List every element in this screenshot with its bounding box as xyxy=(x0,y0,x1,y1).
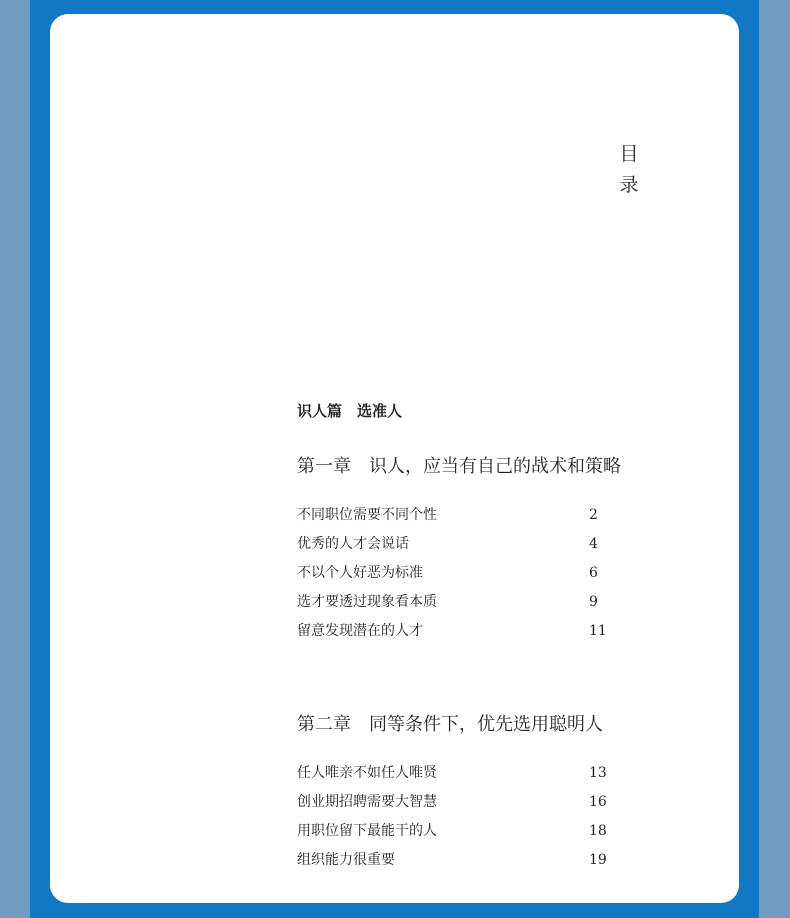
entry-label: 创业期招聘需要大智慧 xyxy=(297,794,437,810)
chapter-1-title: 第一章 识人，应当有自己的战术和策略 xyxy=(297,456,621,477)
chapter-1-entries xyxy=(297,501,607,646)
chapter-2-entries xyxy=(297,759,607,875)
entry-label: 留意发现潜在的人才 xyxy=(297,623,423,639)
toc-entry[interactable] xyxy=(297,788,607,817)
entry-label: 用职位留下最能干的人 xyxy=(297,823,437,839)
toc-entry[interactable] xyxy=(297,559,607,588)
entry-page-number: 11 xyxy=(589,623,607,639)
entry-page-number: 18 xyxy=(589,823,607,839)
entry-page-number: 6 xyxy=(589,565,598,581)
toc-entry[interactable] xyxy=(297,846,607,875)
book-page xyxy=(50,14,739,903)
entry-label: 组织能力很重要 xyxy=(297,852,395,868)
entry-label: 不同职位需要不同个性 xyxy=(297,507,437,523)
entry-page-number: 2 xyxy=(589,507,598,523)
entry-label: 不以个人好恶为标准 xyxy=(297,565,423,581)
entry-page-number: 19 xyxy=(589,852,607,868)
part-title: 识人篇 选准人 xyxy=(297,402,403,420)
toc-title: 目录 xyxy=(619,143,639,196)
entry-page-number: 13 xyxy=(589,765,607,781)
entry-label: 任人唯亲不如任人唯贤 xyxy=(297,765,437,781)
toc-entry[interactable] xyxy=(297,501,607,530)
toc-entry[interactable] xyxy=(297,817,607,846)
toc-entry[interactable] xyxy=(297,759,607,788)
toc-entry[interactable] xyxy=(297,617,607,646)
entry-page-number: 4 xyxy=(589,536,598,552)
entry-page-number: 9 xyxy=(589,594,598,610)
toc-entry[interactable] xyxy=(297,588,607,617)
chapter-2-title: 第二章 同等条件下，优先选用聪明人 xyxy=(297,714,603,735)
entry-page-number: 16 xyxy=(589,794,607,810)
entry-label: 选才要透过现象看本质 xyxy=(297,594,437,610)
entry-label: 优秀的人才会说话 xyxy=(297,536,409,552)
toc-entry[interactable] xyxy=(297,530,607,559)
